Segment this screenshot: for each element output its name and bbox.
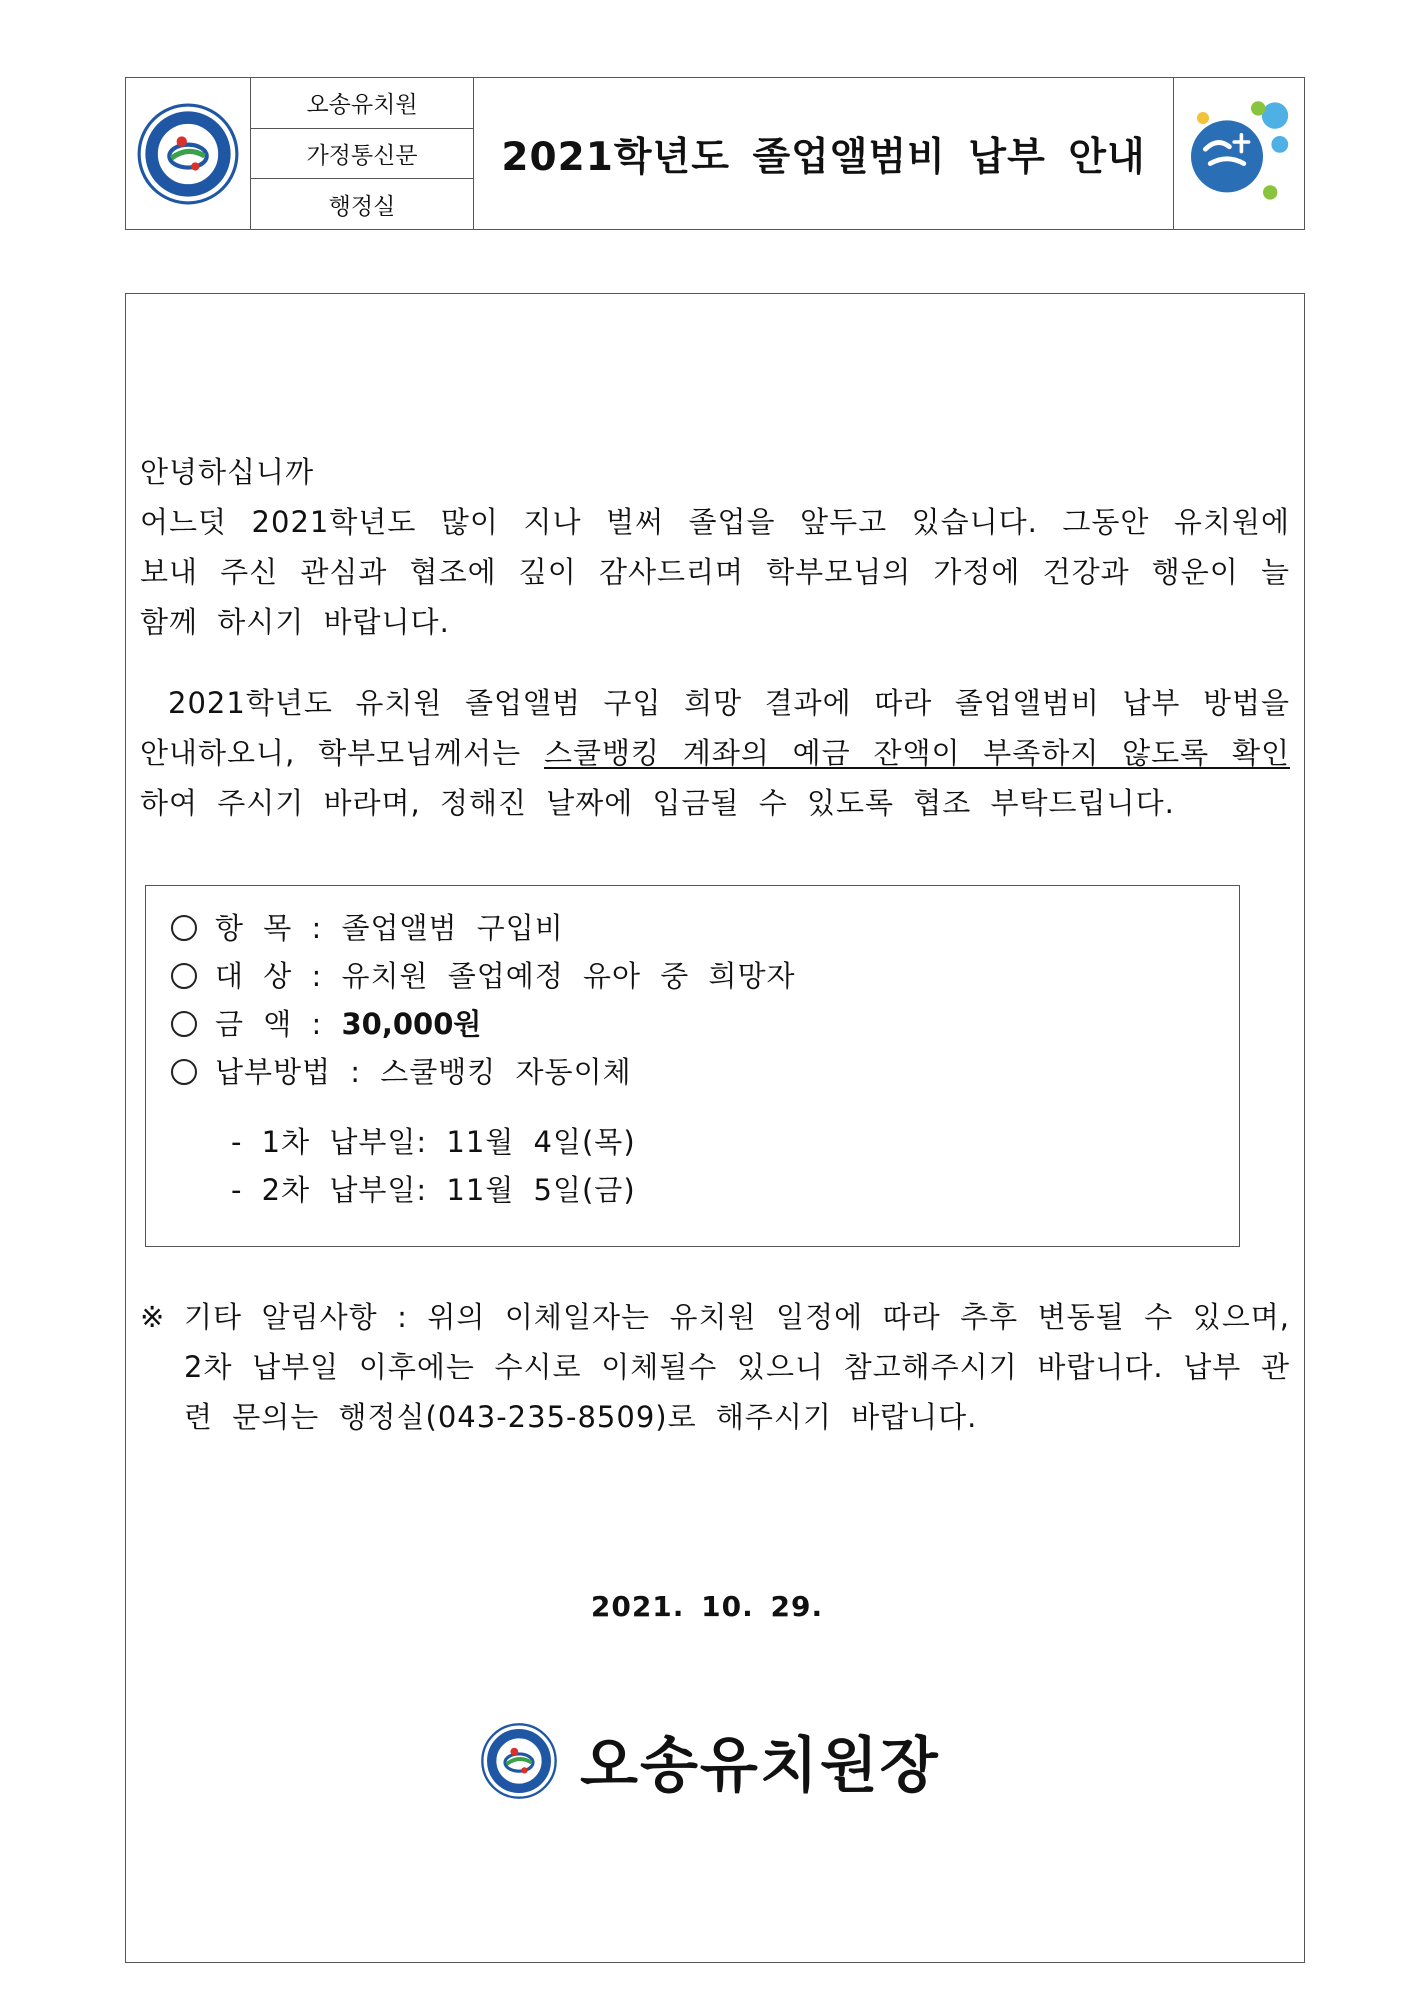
additional-notice [140, 1292, 1290, 1442]
circle-bullet-icon [171, 1011, 197, 1037]
reference-mark: ※ [140, 1300, 166, 1334]
issue-date: 2021. 10. 29. [590, 1590, 824, 1623]
second-payment-date: - 2차 납부일: 11월 5일(금) [231, 1173, 636, 1207]
info-method-text: 납부방법 : 스쿨뱅킹 자동이체 [215, 1055, 632, 1089]
signature-block [480, 1718, 940, 1804]
balance-warning: 스쿨뱅킹 계좌의 예금 잔액이 부족하지 않도록 확인 [543, 736, 1290, 770]
signature-text: 오송유치원장 [580, 1731, 940, 1801]
info-method [171, 1048, 632, 1096]
header-emblem-cell [1174, 78, 1304, 229]
kindergarten-logo-icon [136, 102, 240, 206]
info-amount [171, 1000, 481, 1048]
info-item [171, 904, 564, 952]
document-title: 2021학년도 졸업앨범비 납부 안내 [474, 78, 1174, 229]
circle-bullet-icon [171, 915, 197, 941]
payment-info-box [145, 885, 1240, 1247]
integrity-emblem-icon [1179, 94, 1299, 214]
document-header [125, 77, 1305, 230]
kindergarten-seal-icon [480, 1722, 558, 1800]
info-item-text: 항 목 : 졸업앨범 구입비 [215, 911, 564, 945]
first-payment-date: - 1차 납부일: 11월 4일(목) [231, 1125, 636, 1159]
notice-text: 기타 알림사항 : 위의 이체일자는 유치원 일정에 따라 추후 변동될 수 있으며, 2차 납부일 이후에는 수시로 이체될수 있으니 참고해주시기 바랍니다. 납부 관련 문의는 행정실(043-235-8509)로 해주시기 바랍니다. [184, 1300, 1290, 1434]
greeting: 안녕하십니까 [140, 455, 315, 489]
info-target [171, 952, 796, 1000]
document-type: 가정통신문 [251, 129, 473, 180]
payment-paragraph [140, 678, 1290, 828]
header-logo-cell [126, 78, 251, 229]
payment-paragraph-text-2: 하여 주시기 바라며, 정해진 날짜에 입금될 수 있도록 협조 부탁드립니다. [140, 786, 1175, 820]
info-amount-value: 30,000원 [341, 1007, 482, 1041]
intro-paragraph: 어느덧 2021학년도 많이 지나 벌써 졸업을 앞두고 있습니다. 그동안 유치원에 보내 주신 관심과 협조에 깊이 감사드리며 학부모님의 가정에 건강과 행운이 늘 함께 하시기 바랍니다. [140, 505, 1290, 639]
info-amount-label: 금 액 : [215, 1007, 342, 1041]
info-target-text: 대 상 : 유치원 졸업예정 유아 중 희망자 [215, 959, 796, 993]
header-meta [251, 78, 474, 229]
office-name: 행정실 [328, 193, 396, 220]
circle-bullet-icon [171, 1059, 197, 1085]
circle-bullet-icon [171, 963, 197, 989]
school-name: 오송유치원 [251, 78, 473, 129]
payment-paragraph-text-1: 2021학년도 유치원 졸업앨범 구입 희망 결과에 따라 졸업앨범비 납부 방법을 안내하오니, 학부모님께서는 [140, 686, 1290, 770]
